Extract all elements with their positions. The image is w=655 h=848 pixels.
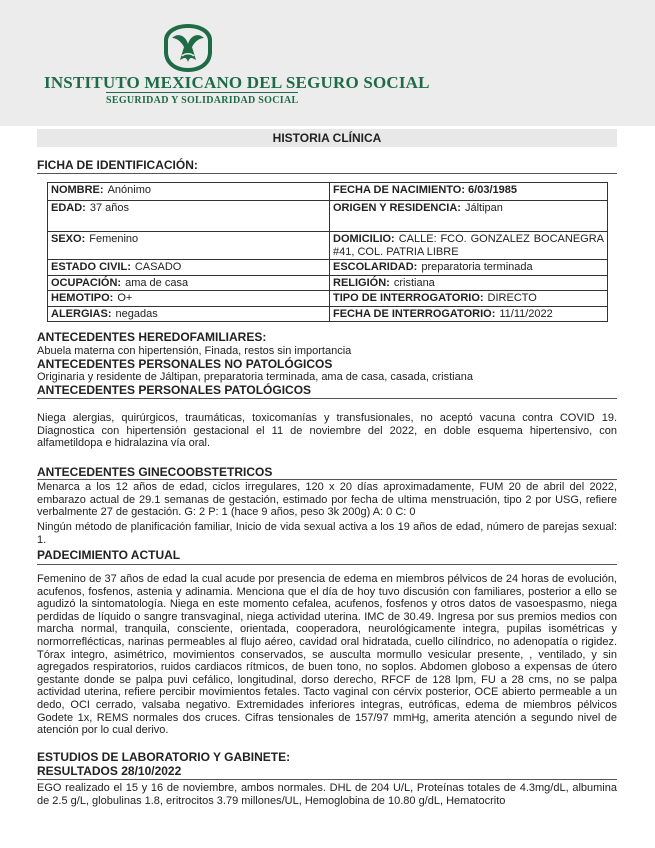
hereditary-heading: ANTECEDENTES HEREDOFAMILIARES: (37, 330, 267, 344)
field-value: DIRECTO (487, 292, 537, 304)
non-pathological-heading: ANTECEDENTES PERSONALES NO PATOLÓGICOS (37, 357, 333, 371)
pathological-text: Niega alergias, quirúrgicos, traumáticas, toxicomanías y transfusionales, no aceptó vacuna contra COVID 19. Diagnostica con hipertensión gestacional el 11 de noviembre del 2022, en doble esquema hipertensivo, con alfametildopa e hidralazina vía oral. (37, 412, 617, 450)
field-label: ESCOLARIDAD: (333, 261, 418, 273)
field-value: O+ (117, 292, 133, 304)
imss-eagle-logo (162, 22, 214, 74)
field-value: 11/11/2022 (499, 307, 553, 320)
labs-text: EGO realizado el 15 y 16 de noviembre, ambos normales. DHL de 204 U/L, Proteínas totales de 4.3mg/dL, albumina de 2.5 g/L, globulinas 1.8, eritrocitos 3.79 millones/UL, Hemoglobina de 10.80 g/dL, Hematocrito (37, 782, 617, 807)
section-divider (37, 779, 617, 780)
section-divider (37, 479, 617, 480)
table-row (48, 183, 608, 201)
document-title: HISTORIA CLÍNICA (37, 129, 617, 147)
field-value: negadas (115, 307, 158, 320)
field-label: OCUPACIÓN: (51, 276, 122, 289)
current-illness-text: Femenino de 37 años de edad la cual acude por presencia de edema en miembros pélvicos de 24 horas de evolución, acufenos, fosfenos, astenia y adinamia. Menciona que el día de hoy tuvo discusión con familiares, posterior a ello se agudizó la sintomatología. Niega en este momento cefalea, acufenos, fosfenos y otros datos de vasoespasmo, niega perdidas de líquido o sangre transvaginal, niega actividad uterina. IMC de 30.49. Ingresa por sus premios medios con marcha normal, tranquila, consciente, orientada, cooperadora, neurológicamente integra, pupilas isométricas y normorreflécticas, narinas permeables al flujo aéreo, cavidad oral hidratada, cuello cilíndrico, no adenopatía o rigidez. Tórax integro, asimétrico, movimientos conservados, se ausculta mormullo vesicular presente, , ventilado, y sin agregados respiratorios, ruidos cardiacos rítmicos, de buen tono, no soplos. Abdomen globoso a expensas de útero gestante donde se palpa puvi cefálico, longitudinal, dorso derecho, RFCF de 128 lpm, FU a 28 cms, no se palpa actividad uterina, refiere percibir movimientos fetales. Tacto vaginal con cérvix posterior, OCE abierto permeable a un dedo, OCI cerrado, valsaba negativo. Extremidades inferiores integras, eutróficas, edema de miembros pélvicos Godete 1x, REMS normales dos cruces. Cifras tensionales de 157/97 mmHg, amerita atención a segundo nivel de atención por lo cual derivo. (37, 573, 617, 737)
table-row (48, 306, 608, 322)
table-row (48, 275, 608, 291)
field-label: RELIGIÓN: (333, 276, 390, 289)
field-label: FECHA DE INTERROGATORIO: (333, 307, 496, 320)
field-value: Jáltipan (464, 202, 503, 214)
labs-subheading: RESULTADOS 28/10/2022 (37, 764, 182, 778)
header-band (0, 0, 655, 126)
table-row (48, 201, 608, 232)
field-label: HEMOTIPO: (51, 292, 114, 304)
pathological-heading: ANTECEDENTES PERSONALES PATOLÓGICOS (37, 383, 312, 397)
table-row (48, 232, 608, 260)
field-label: ESTADO CIVIL: (51, 261, 131, 273)
hereditary-text: Abuela materna con hipertensión, Finada, restos sin importancia (37, 345, 352, 357)
labs-heading: ESTUDIOS DE LABORATORIO Y GABINETE: (37, 750, 291, 764)
field-value: CASADO (134, 261, 182, 273)
field-label: TIPO DE INTERROGATORIO: (333, 292, 484, 304)
field-label: ALERGIAS: (51, 307, 112, 320)
field-label: SEXO: (51, 233, 86, 245)
identification-table (47, 182, 608, 322)
non-pathological-text: Originaria y residente de Jáltipan, preparatoria terminada, ama de casa, casada, cristiana (37, 371, 473, 383)
field-label: FECHA DE NACIMIENTO: 6/03/1985 (333, 184, 517, 196)
field-label: ORIGEN Y RESIDENCIA: (333, 202, 461, 214)
gyneco-text: Menarca a los 12 años de edad, ciclos irregulares, 120 x 20 días aproximadamente, FUM 20 de abril del 2022, embarazo actual de 29.1 semanas de gestación, estimado por fecha de ultima menstruación, tipo 2 por USG, refiere verbalmente 27 de gestación. G: 2 P: 1 (hace 9 años, peso 3k 200g) A: 0 C: 0 (37, 481, 617, 519)
field-value: Femenino (89, 233, 139, 245)
section-divider (37, 564, 617, 565)
field-value: preparatoria terminada (421, 261, 533, 273)
gyneco-heading: ANTECEDENTES GINECOOBSTETRICOS (37, 465, 273, 479)
table-row (48, 291, 608, 307)
field-label: NOMBRE: (51, 184, 104, 196)
current-illness-heading: PADECIMIENTO ACTUAL (37, 548, 181, 562)
gyneco-text-2: Ningún método de planificación familiar, Inicio de vida sexual activa a los 19 años de edad, número de parejas sexual: 1. (37, 521, 617, 546)
field-value: Anónimo (107, 184, 151, 196)
field-value: ama de casa (125, 276, 189, 289)
field-value: 37 años (89, 202, 129, 214)
section-divider (37, 173, 617, 174)
table-row (48, 260, 608, 276)
institution-name: INSTITUTO MEXICANO DEL SEGURO SOCIAL (44, 73, 430, 92)
field-value: cristiana (393, 276, 435, 289)
field-label: EDAD: (51, 202, 86, 214)
field-value: CALLE: FCO. GONZALEZ BOCANEGRA #41, COL. PATRIA LIBRE (333, 233, 604, 258)
institution-subtitle: SEGURIDAD Y SOLIDARIDAD SOCIAL (106, 92, 298, 106)
field-label: DOMICILIO: (333, 233, 395, 245)
section-divider (37, 398, 617, 399)
identification-heading: FICHA DE IDENTIFICACIÓN: (37, 158, 198, 172)
